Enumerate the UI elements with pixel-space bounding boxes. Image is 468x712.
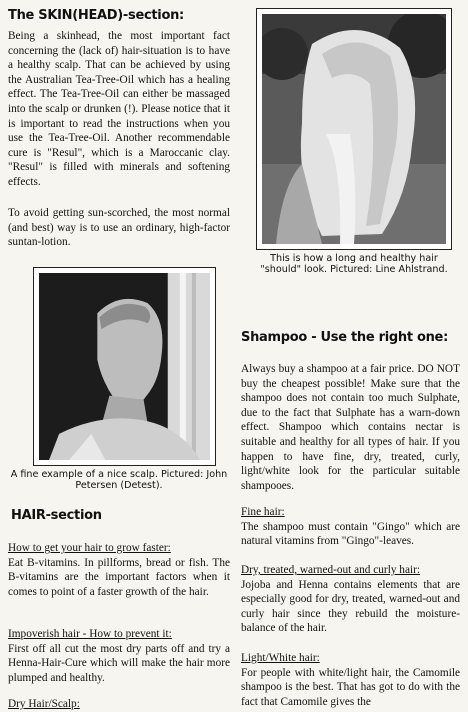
hair-dry-scalp	[8, 697, 230, 712]
hair-grow-faster	[8, 541, 230, 599]
hair-grow-faster-title: How to get your hair to grow faster:	[8, 542, 171, 554]
shampoo-fine-hair	[241, 505, 460, 549]
shampoo-dry-hair	[241, 563, 460, 636]
shampoo-light-hair-title: Light/White hair:	[241, 652, 320, 664]
shampoo-paragraph: Always buy a shampoo at a fair price. DO NOT buy the cheapest possible! Make sure that the shampoo does not contain too much Sulphate, due to the fact that Sulphate has a warn-down effect. Shampoo which contains nectar is suitable and healthy for all types of hair. If you happen to have fine, dry, treated, curly, light/white look for the particular suitable shampooes.	[241, 363, 460, 492]
hair-grow-faster-body: Eat B-vitamins. In pillforms, bread or fish. The B-vitamins are the important factors when it comes to point of a faster growth of the hair.	[8, 556, 230, 598]
long-hair-photo-image	[262, 14, 446, 244]
shampoo-light-hair	[241, 651, 460, 709]
hair-impoverish-body: First off all cut the most dry parts off and try a Henna-Hair-Cure which will make the hair more plumped and healthy.	[8, 642, 230, 684]
shampoo-dry-hair-body: Jojoba and Henna contains elements that are especially good for dry, treated, warned-out and curly hair since they rebuild the moisture-balance of the hair.	[241, 578, 460, 635]
hair-section-heading: HAIR-section	[11, 508, 102, 523]
shampoo-fine-hair-body: The shampoo must contain "Gingo" which are natural vitamins from "Gingo"-leaves.	[241, 520, 460, 548]
skin-paragraph-1: Being a skinhead, the most important fact concerning the (lack of) hair-situation is to have a healthy scalp. That can be achieved by using the Australian Tea-Tree-Oil which has a healing effect. The Tea-Tree-Oil can either be massaged into the scalp or drunken (!). Please notice that it is important to read the instructions when you use the Tea-Tree-Oil. Another recommendable cure is "Resul", which is a Maroccanic clay. "Resul" is filled with minerals and softening effects.	[8, 30, 230, 188]
scalp-photo-caption: A fine example of a nice scalp. Pictured: John Petersen (Detest).	[10, 469, 228, 491]
hair-dry-scalp-title: Dry Hair/Scalp:	[8, 698, 80, 710]
scalp-photo	[33, 267, 216, 466]
skin-paragraph-2: To avoid getting sun-scorched, the most normal (and best) way is to use an ordinary, high-factor suntan-lotion.	[8, 207, 230, 249]
shampoo-light-hair-body: For people with white/light hair, the Camomile shampoo is the best. That has got to do with the fact that Camomile gives the	[241, 666, 460, 708]
long-hair-photo-caption: This is how a long and healthy hair "should" look. Pictured: Line Ahlstrand.	[260, 253, 448, 275]
skin-section-heading: The SKIN(HEAD)-section:	[8, 8, 184, 23]
scalp-photo-image	[39, 273, 210, 460]
long-hair-photo	[256, 8, 452, 250]
hair-impoverish	[8, 627, 230, 685]
shampoo-fine-hair-title: Fine hair:	[241, 506, 285, 518]
hair-impoverish-title: Impoverish hair - How to prevent it:	[8, 628, 172, 640]
shampoo-section-heading: Shampoo - Use the right one:	[241, 330, 448, 345]
shampoo-dry-hair-title: Dry, treated, warned-out and curly hair:	[241, 564, 421, 576]
